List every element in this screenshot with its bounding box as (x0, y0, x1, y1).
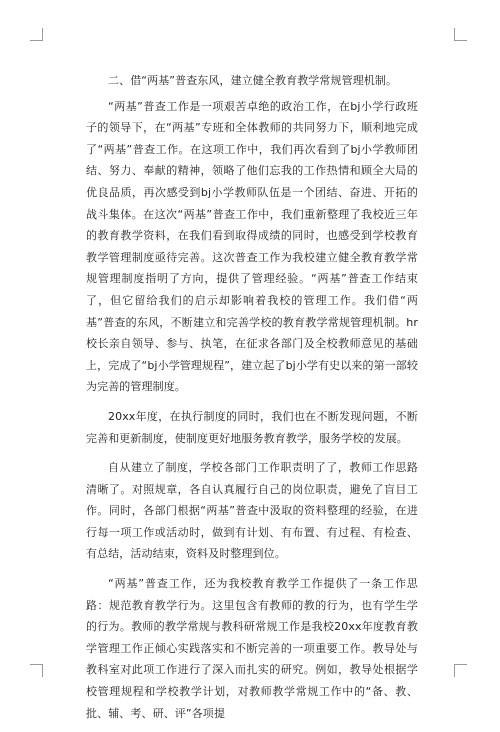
paragraph-3: 自从建立了制度，学校各部门工作职责明了了，教师工作思路清晰了。对照规章，各自认真履行自己的岗位职责，避免了盲目工作。同时，各部门根据“两基”普查中汲取的资料整理的经验，在进行每一项工作或活动时，做到有计划、有布置、有过程、有检查、有总结，活动结束，资料及时整理到位。 (86, 461, 418, 561)
section-heading: 二、借“两基”普查东风，建立健全教育教学常规管理机制。 (108, 74, 398, 87)
document-body (86, 70, 418, 732)
paragraph-2: 20xx年度，在执行制度的同时，我们也在不断发现问题，不断完善和更新制度，使制度更好地服务教育教学，服务学校的发展。 (86, 409, 418, 445)
paragraph-4: “两基”普查工作，还为我校教育教学工作提供了一条工作思路：规范教育教学行为。这里包含有教师的教的行为，也有学生学的行为。教师的教学常规与教科研常规工作是我校20xx年度教育教学管理工作正倾心实践落实和不断完善的一项重要工作。教导处与教科室对此项工作进行了深入而扎实的研究。例如，教导处根据学校管理规程和学校教学计划，对教师教学常规工作中的“备、教、批、辅、考、研、评”各项提 (86, 577, 418, 720)
crop-mark-top-left (30, 28, 43, 41)
crop-mark-bottom-right (454, 664, 467, 677)
crop-mark-bottom-left (30, 664, 43, 677)
crop-mark-top-right (454, 28, 467, 41)
paragraph-1: “两基”普查工作是一项艰苦卓绝的政治工作，在bj小学行政班子的领导下，在“两基”专班和全体教师的共同努力下，顺利地完成了“两基”普查工作。在这项工作中，我们再次看到了bj小学教师团结、努力、奉献的精神，领略了他们忘我的工作热情和顾全大局的优良品质，再次感受到bj小学教师队伍是一个团结、奋进、开拓的战斗集体。在这次“两基”普查工作中，我们重新整理了我校近三年的教育教学资料，在我们看到取得成绩的同时，也感受到学校教育教学管理制度亟待完善。这次普查工作为我校建立健全教育教学常规管理制度指明了方向，提供了管理经验。“两基”普查工作结束了，但它留给我们的启示却影响着我校的管理工作。我们借“两基”普查的东风，不断建立和完善学校的教育教学常规管理机制。hr校长亲自领导、参与、执笔，在征求各部门及全校教师意见的基础上，完成了“bj小学管理规程”，建立起了bj小学有史以来的第一部较为完善的管理制度。 (86, 99, 418, 394)
